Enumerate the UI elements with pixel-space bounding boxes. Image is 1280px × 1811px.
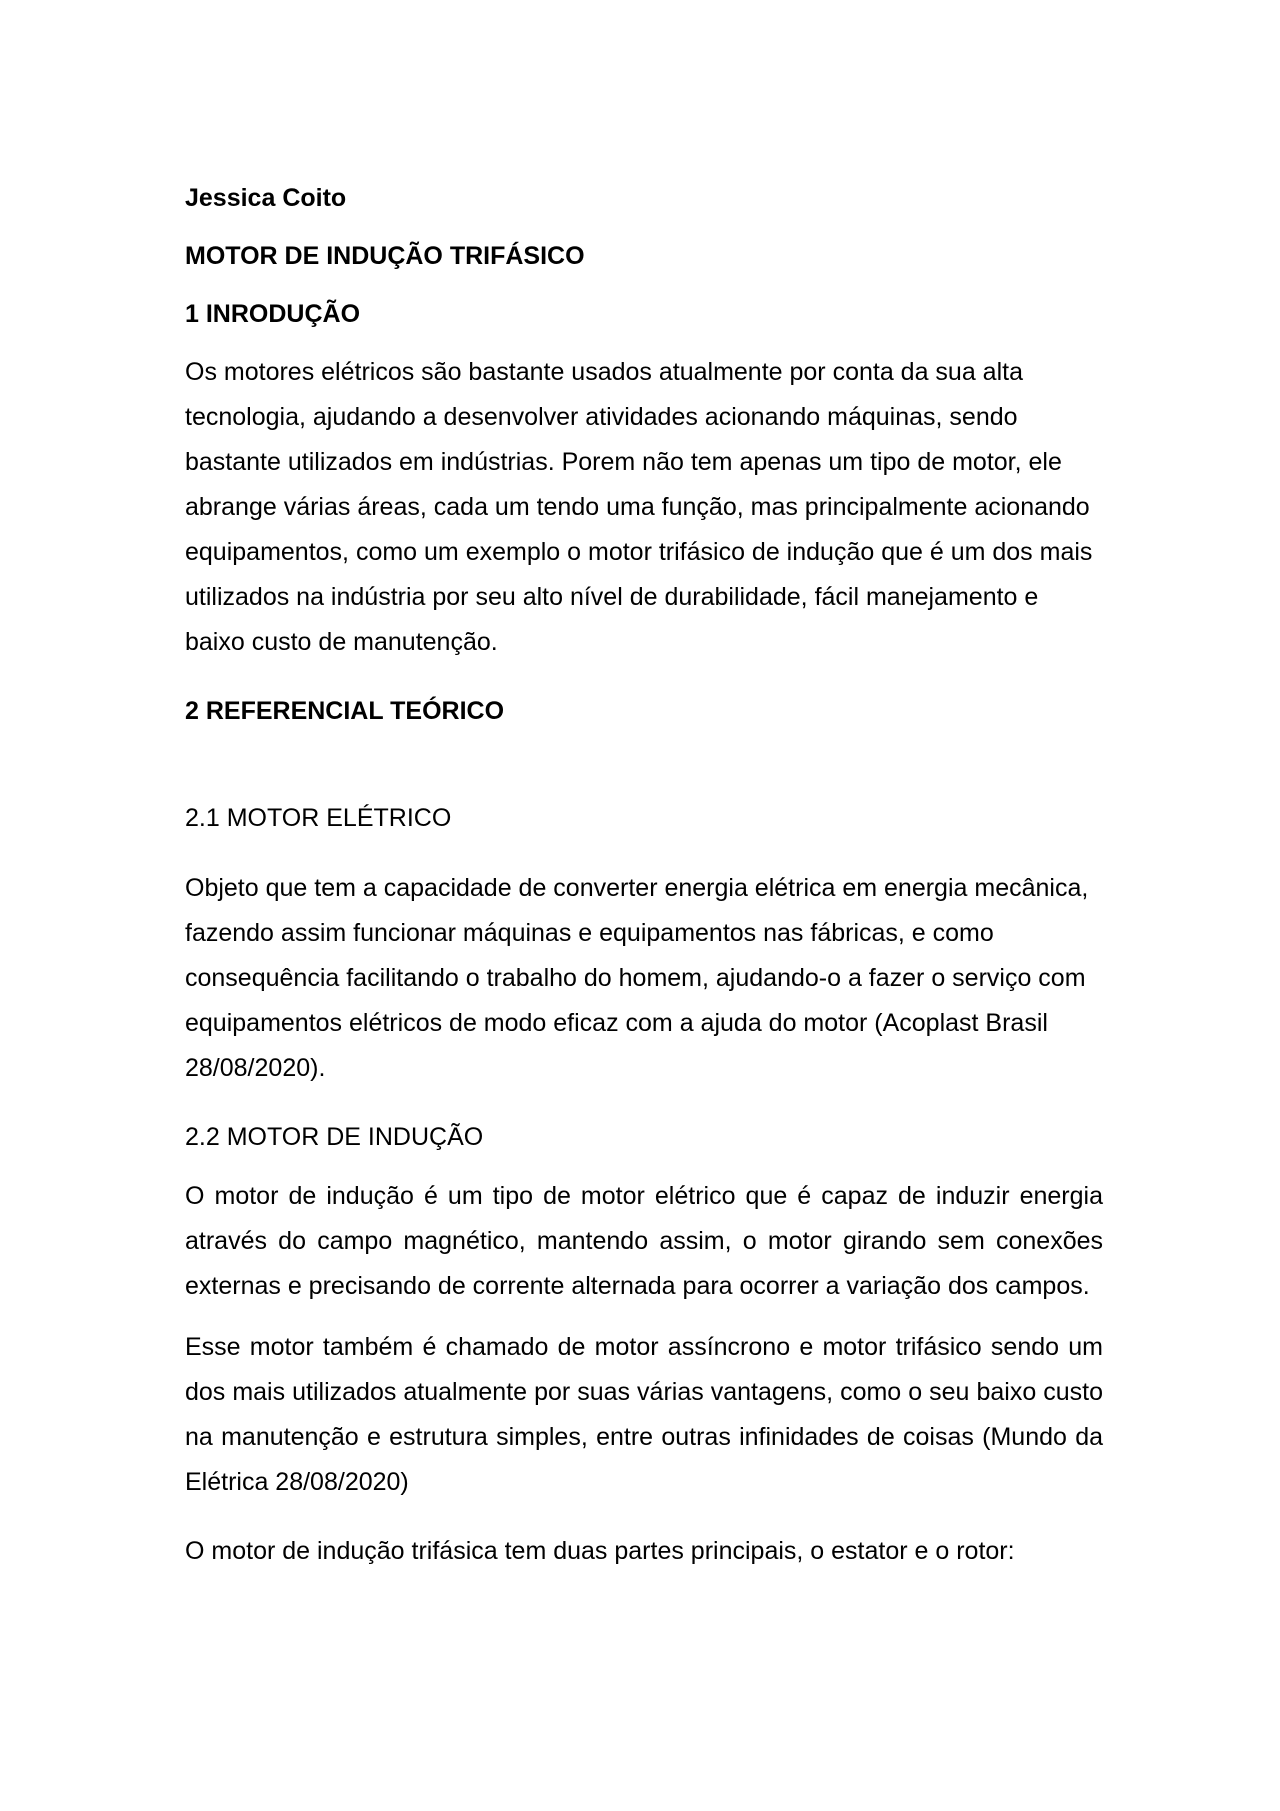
- induction-motor-paragraph-3: O motor de indução trifásica tem duas partes principais, o estator e o rotor:: [185, 1537, 1015, 1565]
- subsection-heading-induction-motor: 2.2 MOTOR DE INDUÇÃO: [185, 1123, 484, 1151]
- induction-motor-paragraph-1: O motor de indução é um tipo de motor elétrico que é capaz de induzir energia através do campo magnético, mantendo assim, o motor girando sem conexões externas e precisando de corrente alternada para ocorrer a variação dos campos.: [185, 1182, 1103, 1300]
- document-page: [185, 176, 1103, 1574]
- section-heading-theoretical-framework: 2 REFERENCIAL TEÓRICO: [185, 697, 505, 725]
- section-heading-introduction: 1 INRODUÇÃO: [185, 300, 361, 328]
- induction-motor-paragraph-2: Esse motor também é chamado de motor assíncrono e motor trifásico sendo um dos mais utilizados atualmente por suas várias vantagens, como o seu baixo custo na manutenção e estrutura simples, entre outras infinidades de coisas (Mundo da Elétrica 28/08/2020): [185, 1333, 1103, 1496]
- subsection-heading-electric-motor: 2.1 MOTOR ELÉTRICO: [185, 804, 452, 832]
- document-title: MOTOR DE INDUÇÃO TRIFÁSICO: [185, 242, 585, 270]
- introduction-paragraph: Os motores elétricos são bastante usados atualmente por conta da sua alta tecnologia, ajudando a desenvolver atividades acionando máquinas, sendo bastante utilizados em indústrias. Porem não tem apenas um tipo de motor, ele abrange várias áreas, cada um tendo uma função, mas principalmente acionando equipamentos, como um exemplo o motor trifásico de indução que é um dos mais utilizados na indústria por seu alto nível de durabilidade, fácil manejamento e baixo custo de manutenção.: [185, 358, 1093, 656]
- author-name: Jessica Coito: [185, 184, 347, 212]
- electric-motor-paragraph: Objeto que tem a capacidade de converter energia elétrica em energia mecânica, fazendo assim funcionar máquinas e equipamentos nas fábricas, e como consequência facilitando o trabalho do homem, ajudando-o a fazer o serviço com equipamentos elétricos de modo eficaz com a ajuda do motor (Acoplast Brasil 28/08/2020).: [185, 874, 1089, 1082]
